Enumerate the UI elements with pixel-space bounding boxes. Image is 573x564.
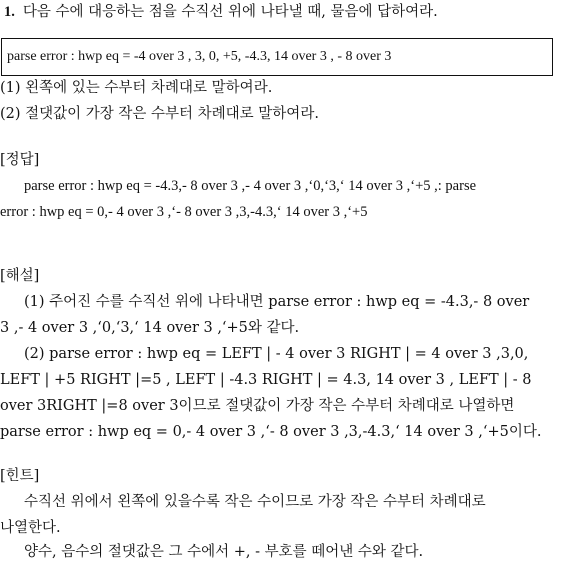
question-text: 다음 수에 대응하는 점을 수직선 위에 나타낼 때, 물음에 답하여라. [22, 4, 438, 20]
answer-label: [정답] [0, 152, 40, 168]
explanation-line-2: 3 ,- 4 over 3 ,‘0,‘3,‘ 14 over 3 ,‘+5와 같다. [0, 320, 300, 336]
hint-label: [힌트] [0, 468, 40, 484]
answer-line-1: parse error : hwp eq = -4.3,- 8 over 3 ,- 4 over 3 ,‘0,‘3,‘ 14 over 3 ,‘+5 ,: parse [24, 178, 477, 194]
explanation-label: [해설] [0, 268, 40, 284]
explanation-line-3: (2) parse error : hwp eq = LEFT | - 4 over 3 RIGHT | = 4 over 3 ,3,0, [24, 346, 529, 362]
sub-question-1: (1) 왼쪽에 있는 수부터 차례대로 말하여라. [0, 80, 273, 96]
hint-line-2: 나열한다. [0, 520, 61, 536]
given-numbers-text: parse error : hwp eq = -4 over 3 , 3, 0, +5, -4.3, 14 over 3 , - 8 over 3 [7, 49, 392, 64]
hint-line-3: 양수, 음수의 절댓값은 그 수에서 +, - 부호를 떼어낸 수와 같다. [24, 544, 424, 560]
explanation-line-6: parse error : hwp eq = 0,- 4 over 3 ,‘- 8 over 3 ,3,-4.3,‘ 14 over 3 ,‘+5이다. [0, 424, 542, 440]
explanation-line-5: over 3RIGHT |=8 over 3이므로 절댓값이 가장 작은 수부터 차례대로 나열하면 [0, 398, 515, 414]
sub-question-2: (2) 절댓값이 가장 작은 수부터 차례대로 말하여라. [0, 106, 319, 122]
answer-line-2: error : hwp eq = 0,- 4 over 3 ,‘- 8 over 3 ,3,-4.3,‘ 14 over 3 ,‘+5 [0, 204, 368, 220]
question-number: 1. [4, 4, 15, 20]
explanation-line-1: (1) 주어진 수를 수직선 위에 나타내면 parse error : hwp eq = -4.3,- 8 over [24, 294, 530, 310]
given-numbers-box [1, 38, 553, 76]
explanation-line-4: LEFT | +5 RIGHT |=5 , LEFT | -4.3 RIGHT | = 4.3, 14 over 3 , LEFT | - 8 [0, 372, 532, 388]
question-line [4, 2, 438, 22]
hint-line-1: 수직선 위에서 왼쪽에 있을수록 작은 수이므로 가장 작은 수부터 차례대로 [24, 494, 486, 510]
